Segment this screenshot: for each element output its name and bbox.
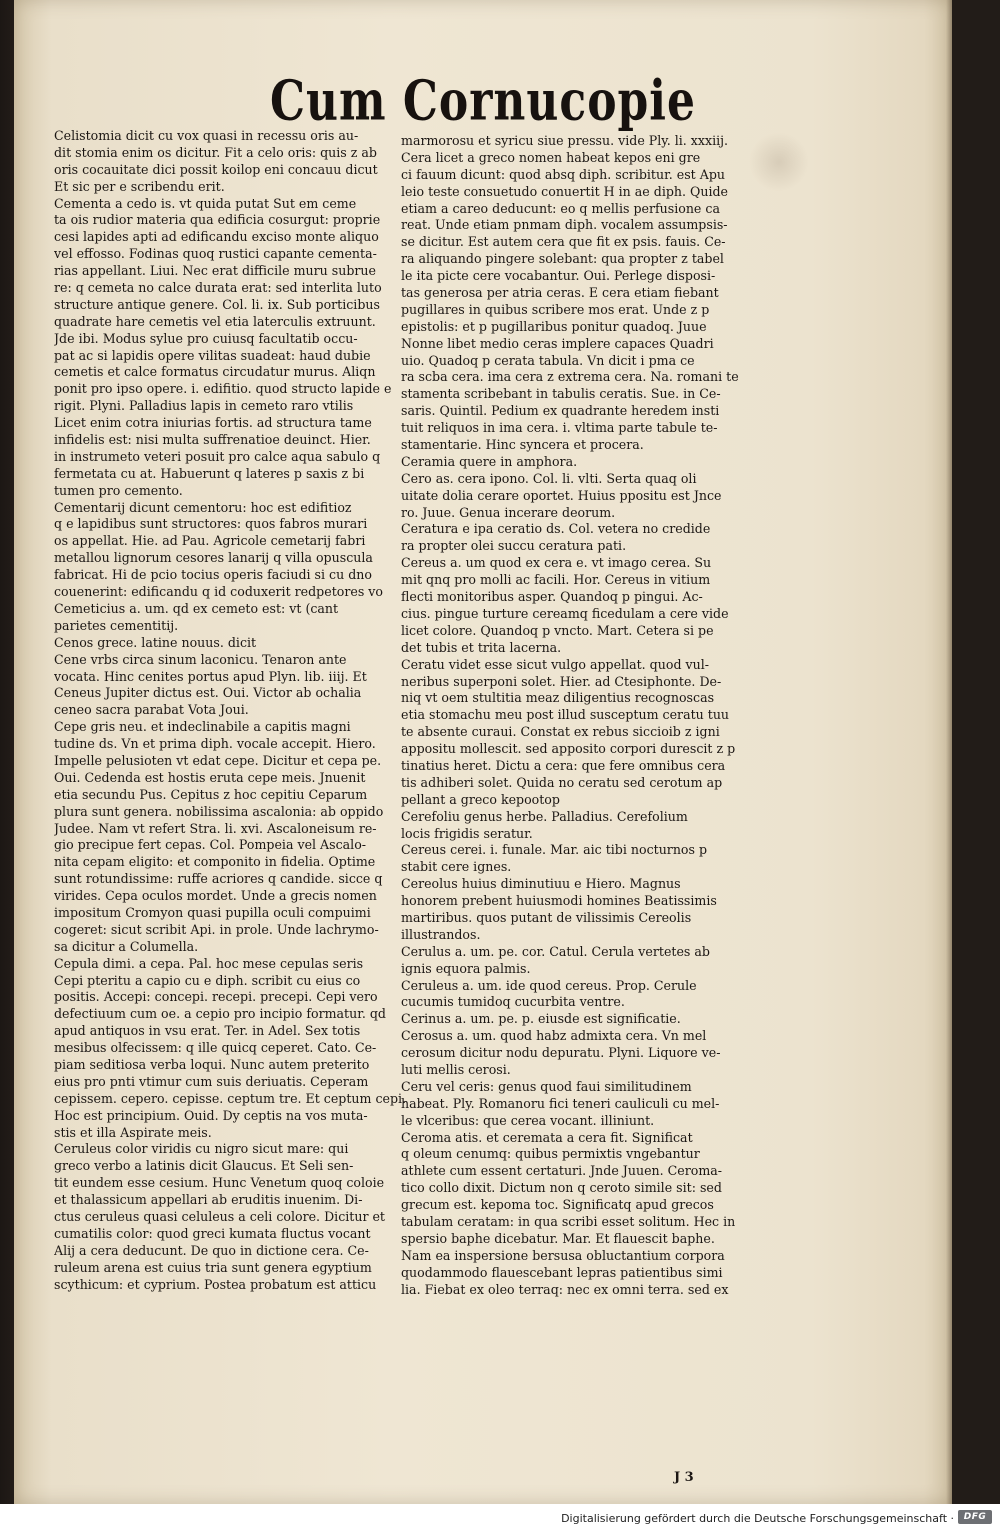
text-line: Ceroma atis. et ceremata a cera fit. Significat: [401, 1129, 693, 1145]
text-line: cogeret: sicut scribit Api. in prole. Unde lachrymo-: [54, 921, 379, 937]
text-line: piam seditiosa verba loqui. Nunc autem preterito: [54, 1056, 370, 1072]
text-line: re: q cemeta no calce durata erat: sed interlita luto: [54, 280, 382, 296]
text-line: reat. Unde etiam pnmam diph. vocalem assumpsis-: [401, 217, 728, 233]
text-line: spersio baphe dicebatur. Mar. Et flauescit baphe.: [401, 1230, 715, 1246]
text-line: apud antiquos in vsu erat. Ter. in Adel. Sex totis: [54, 1023, 361, 1039]
text-line: Oui. Cedenda est hostis eruta cepe meis. Jnuenit: [54, 769, 366, 785]
text-line: cerosum dicitur nodu depuratu. Plyni. Liquore ve-: [401, 1045, 721, 1061]
text-line: Ceratu videt esse sicut vulgo appellat. quod vul-: [401, 656, 710, 672]
text-line: tas generosa per atria ceras. E cera etiam fiebant: [401, 285, 719, 301]
text-line: positis. Accepi: concepi. recepi. precepi. Cepi vero: [54, 989, 378, 1005]
text-line: tabulam ceratam: in qua scribi esset solitum. Hec in: [401, 1214, 736, 1229]
text-line: Cementa a cedo is. vt quida putat Sut em ceme: [54, 195, 357, 211]
text-line: illustrandos.: [401, 926, 481, 942]
text-line: scythicum: et cyprium. Postea probatum est atticu: [54, 1276, 377, 1292]
text-line: Ceruleus color viridis cu nigro sicut mare: qui: [54, 1141, 349, 1157]
text-line: ponit pro ipso opere. i. edifitio. quod structo lapide e: [54, 381, 392, 397]
text-line: mit qnq pro molli ac facili. Hor. Cereus in vitium: [401, 572, 711, 588]
text-line: Alij a cera deducunt. De quo in dictione cera. Ce-: [54, 1242, 369, 1258]
text-line: Cerefoliu genus herbe. Palladius. Cerefolium: [401, 808, 688, 824]
text-line: Ceramia quere in amphora.: [401, 453, 578, 469]
text-line: cesi lapides apti ad edificandu exciso monte aliquo: [54, 229, 379, 245]
right-text-column: [401, 133, 936, 1298]
dfg-logo-text: DFG: [963, 1512, 987, 1522]
text-line: cucumis tumidoq cucurbita ventre.: [401, 994, 625, 1010]
text-line: det tubis et trita lacerna.: [401, 639, 562, 655]
text-line: Jde ibi. Modus sylue pro cuiusq facultatib occu-: [54, 330, 358, 346]
text-line: marmorosu et syricu siue pressu. vide Ply. li. xxxiij.: [401, 133, 729, 148]
text-line: q e lapidibus sunt structores: quos fabros murari: [54, 516, 368, 532]
text-line: ceneo sacra parabat Vota Joui.: [54, 702, 249, 718]
text-line: saris. Quintil. Pedium ex quadrante heredem insti: [401, 403, 720, 419]
text-line: virides. Cepa oculos mordet. Unde a grecis nomen: [54, 888, 377, 904]
text-line: cius. pingue turture cereamq ficedulam a cere vide: [401, 605, 729, 621]
text-line: Cemeticius a. um. qd ex cemeto est: vt (cant: [54, 600, 339, 616]
text-line: ra aliquando pingere solebant: qua propter z tabel: [401, 251, 724, 267]
text-line: habeat. Ply. Romanoru fici teneri cauliculi cu mel-: [401, 1095, 720, 1111]
text-line: Hoc est principium. Ouid. Dy ceptis na vos muta-: [54, 1107, 368, 1123]
text-line: fabricat. Hi de pcio tocius operis faciudi si cu dno: [54, 567, 372, 583]
text-line: Celistomia dicit cu vox quasi in recessu oris au-: [54, 128, 359, 143]
text-line: se dicitur. Est autem cera que fit ex psis. fauis. Ce-: [401, 234, 726, 250]
text-line: tico collo dixit. Dictum non q ceroto simile sit: sed: [401, 1180, 722, 1196]
text-line: le ita picte cere vocabantur. Oui. Perlege disposi-: [401, 268, 716, 284]
text-line: le vlceribus: que cerea vocant. illiniunt.: [401, 1112, 655, 1128]
text-line: Ceneus Jupiter dictus est. Oui. Victor ab ochalia: [54, 685, 362, 701]
text-line: plura sunt genera. nobilissima ascalonia: ab oppido: [54, 803, 384, 819]
text-line: defectiuum cum oe. a cepio pro incipio formatur. qd: [54, 1006, 386, 1022]
text-line: tudine ds. Vn et prima diph. vocale accepit. Hiero.: [54, 736, 376, 752]
text-line: os appellat. Hie. ad Pau. Agricole cemetarij fabri: [54, 533, 366, 549]
text-line: mesibus olfecissem: q ille quicq ceperet. Cato. Ce-: [54, 1040, 377, 1056]
text-line: Cepe gris neu. et indeclinabile a capitis magni: [54, 719, 351, 735]
text-line: fermetata cu at. Habuerunt q lateres p saxis z bi: [54, 465, 365, 481]
text-line: cumatilis color: quod greci kumata fluctus vocant: [54, 1225, 371, 1241]
text-line: parietes cementitij.: [54, 617, 179, 633]
text-line: tumen pro cemento.: [54, 482, 183, 498]
left-text-column: [54, 128, 406, 1293]
text-line: flecti monitoribus asper. Quandoq p pingui. Ac-: [401, 589, 703, 605]
text-line: Cerosus a. um. quod habz admixta cera. Vn mel: [401, 1028, 707, 1044]
text-line: luti mellis cerosi.: [401, 1061, 511, 1077]
text-line: ra scba cera. ima cera z extrema cera. Na. romani te: [401, 369, 739, 385]
text-line: Cereus a. um quod ex cera e. vt imago cerea. Su: [401, 555, 712, 571]
text-line: pat ac si lapidis opere vilitas suadeat: haud dubie: [54, 347, 371, 363]
text-line: ctus ceruleus quasi celuleus a celi colore. Dicitur et: [54, 1209, 385, 1224]
text-line: ci fauum dicunt: quod absq diph. scribitur. est Apu: [401, 166, 725, 182]
text-line: Cerulus a. um. pe. cor. Catul. Cerula vertetes ab: [401, 943, 710, 959]
text-line: ignis equora palmis.: [401, 960, 531, 976]
text-line: stis et illa Aspirate meis.: [54, 1124, 212, 1140]
text-line: epistolis: et p pugillaribus ponitur quadoq. Juue: [401, 318, 707, 334]
text-line: etia secundu Pus. Cepitus z hoc cepitiu Ceparum: [54, 786, 368, 802]
text-line: Nonne libet medio ceras implere capaces Quadri: [401, 335, 714, 351]
text-line: Cerinus a. um. pe. p. eiusde est significatie.: [401, 1011, 681, 1027]
text-line: ta ois rudior materia qua edificia cosurgut: proprie: [54, 212, 381, 228]
text-line: uio. Quadoq p cerata tabula. Vn dicit i pma ce: [401, 352, 695, 368]
text-line: Cera licet a greco nomen habeat kepos eni gre: [401, 149, 701, 165]
text-line: quadrate hare cemetis vel etia laterculis extruunt.: [54, 313, 376, 329]
text-line: in instrumeto veteri posuit pro calce aqua sabulo q: [54, 448, 381, 464]
text-line: niq vt oem stultitia meaz diligentius recognoscas: [401, 690, 715, 706]
text-line: Ceru vel ceris: genus quod faui similitudinem: [401, 1078, 692, 1094]
text-line: stabit cere ignes.: [401, 859, 512, 875]
text-line: stamenta scribebant in tabulis ceratis. Sue. in Ce-: [401, 386, 721, 402]
text-line: Ceratura e ipa ceratio ds. Col. vetera no credide: [401, 521, 711, 537]
text-line: Impelle pelusioten vt edat cepe. Dicitur et cepa pe.: [54, 752, 382, 768]
text-line: dit stomia enim os dicitur. Fit a celo oris: quis z ab: [54, 144, 377, 160]
text-line: tuit reliquos in ima cera. i. vltima parte tabule te-: [401, 420, 718, 436]
text-line: oris cocauitate dici possit koilop eni concauu dicut: [54, 161, 378, 177]
text-line: metallou lignorum cesores lanarij q villa opuscula: [54, 550, 373, 566]
text-line: cemetis et calce formatus circudatur murus. Aliqn: [54, 364, 376, 380]
text-line: rias appellant. Liui. Nec erat difficile muru subrue: [54, 263, 376, 279]
text-line: pugillares in quibus scribere mos erat. Unde z p: [401, 301, 710, 317]
text-line: licet colore. Quandoq p vncto. Mart. Cetera si pe: [401, 622, 714, 638]
text-line: greco verbo a latinis dicit Glaucus. Et Seli sen-: [54, 1158, 354, 1174]
text-line: Cereolus huius diminutiuu e Hiero. Magnus: [401, 876, 681, 892]
text-line: locis frigidis seratur.: [401, 825, 533, 841]
text-line: etiam a careo deducunt: eo q mellis perfusione ca: [401, 200, 720, 216]
footer-credit-text: Digitalisierung gefördert durch die Deutsche Forschungsgemeinschaft ·: [561, 1512, 954, 1525]
text-line: vocata. Hinc cenites portus apud Plyn. lib. iiij. Et: [54, 668, 367, 684]
text-line: neribus superponi solet. Hier. ad Ctesiphonte. De-: [401, 673, 722, 689]
text-line: Ceruleus a. um. ide quod cereus. Prop. Cerule: [401, 977, 697, 993]
text-line: tis adhiberi solet. Quida no ceratu sed cerotum ap: [401, 774, 723, 790]
text-line: structure antique genere. Col. li. ix. Sub porticibus: [54, 296, 380, 312]
text-line: pellant a greco kepootop: [401, 791, 560, 807]
text-line: Cenos grece. latine nouus. dicit: [54, 634, 257, 650]
text-line: Et sic per e scribendu erit.: [54, 178, 225, 194]
text-line: stamentarie. Hinc syncera et procera.: [401, 437, 644, 453]
text-line: et thalassicum appellari ab eruditis inuenim. Di-: [54, 1192, 363, 1208]
text-line: Judee. Nam vt refert Stra. li. xvi. Ascaloneisum re-: [54, 820, 377, 836]
text-line: Cepi pteritu a capio cu e diph. scribit cu eius co: [54, 972, 361, 988]
text-line: leio teste consuetudo conuertit H in ae diph. Quide: [401, 183, 729, 199]
signature-mark: J 3: [674, 1470, 694, 1485]
page-edge-shadow: [946, 0, 952, 1504]
text-line: sa dicitur a Columella.: [54, 938, 199, 954]
text-line: te absente curaui. Constat ex rebus siccioib z igni: [401, 724, 720, 740]
text-line: martiribus. quos putant de vilissimis Cereolis: [401, 909, 692, 925]
text-line: sunt rotundissime: ruffe acriores q candide. sicce q: [54, 871, 383, 887]
text-line: appositu mollescit. sed apposito corpori durescit z p: [401, 741, 736, 757]
running-head: Cum Cornucopie: [269, 69, 697, 134]
text-line: rigit. Plyni. Palladius lapis in cemeto raro vtilis: [54, 398, 354, 414]
text-line: ruleum arena est cuius tria sunt genera egyptium: [54, 1259, 372, 1275]
dfg-logo-icon: [958, 1510, 992, 1524]
text-line: nita cepam eligito: et componito in fidelia. Optime: [54, 854, 376, 870]
text-line: eius pro pnti vtimur cum suis deriuatis. Ceperam: [54, 1073, 369, 1089]
text-line: impositum Cromyon quasi pupilla oculi compuimi: [54, 904, 371, 920]
text-line: uitate dolia cerare oportet. Huius ppositu est Jnce: [401, 487, 722, 503]
text-line: Cero as. cera ipono. Col. li. vlti. Serta quaq oli: [401, 470, 697, 486]
text-line: vel effosso. Fodinas quoq rustici capante cementa-: [54, 246, 377, 262]
text-line: Cereus cerei. i. funale. Mar. aic tibi nocturnos p: [401, 842, 708, 858]
text-line: q oleum cenumq: quibus permixtis vngebantur: [401, 1146, 700, 1162]
text-line: ra propter olei succu ceratura pati.: [401, 538, 627, 554]
text-line: athlete cum essent certaturi. Jnde Juuen. Ceroma-: [401, 1163, 723, 1179]
text-line: couenerint: edificandu q id coduxerit redpetores vo: [54, 584, 383, 600]
text-line: Cementarij dicunt cementoru: hoc est edifitioz: [54, 499, 352, 515]
text-line: tit eundem esse cesium. Hunc Venetum quoq coloie: [54, 1175, 385, 1191]
text-line: honorem prebent huiusmodi homines Beatissimis: [401, 893, 717, 909]
text-line: tinatius heret. Dictu a cera: que fere omnibus cera: [401, 757, 726, 773]
text-line: lia. Fiebat ex oleo terraq: nec ex omni terra. sed ex: [401, 1281, 729, 1297]
text-line: Nam ea inspersione bersusa obluctantium corpora: [401, 1247, 725, 1263]
text-line: infidelis est: nisi multa suffrenatioe deuinct. Hier.: [54, 432, 371, 448]
text-line: grecum est. kepoma toc. Significatq apud grecos: [401, 1197, 714, 1213]
text-line: gio precipue fert cepas. Col. Pompeia vel Ascalo-: [54, 837, 367, 853]
text-line: Cepula dimi. a cepa. Pal. hoc mese cepulas seris: [54, 955, 364, 971]
text-line: Licet enim cotra iniurias fortis. ad structura tame: [54, 415, 372, 431]
text-line: etia stomachu meu post illud susceptum ceratu tuu: [401, 707, 730, 723]
document-page: [14, 0, 952, 1504]
text-line: cepissem. cepero. cepisse. ceptum tre. Et ceptum cepi.: [54, 1090, 406, 1106]
text-line: Cene vrbs circa sinum laconicu. Tenaron ante: [54, 651, 347, 667]
text-line: ro. Juue. Genua incerare deorum.: [401, 504, 616, 520]
text-line: quodammodo flauescebant lepras patientibus simi: [401, 1264, 723, 1280]
